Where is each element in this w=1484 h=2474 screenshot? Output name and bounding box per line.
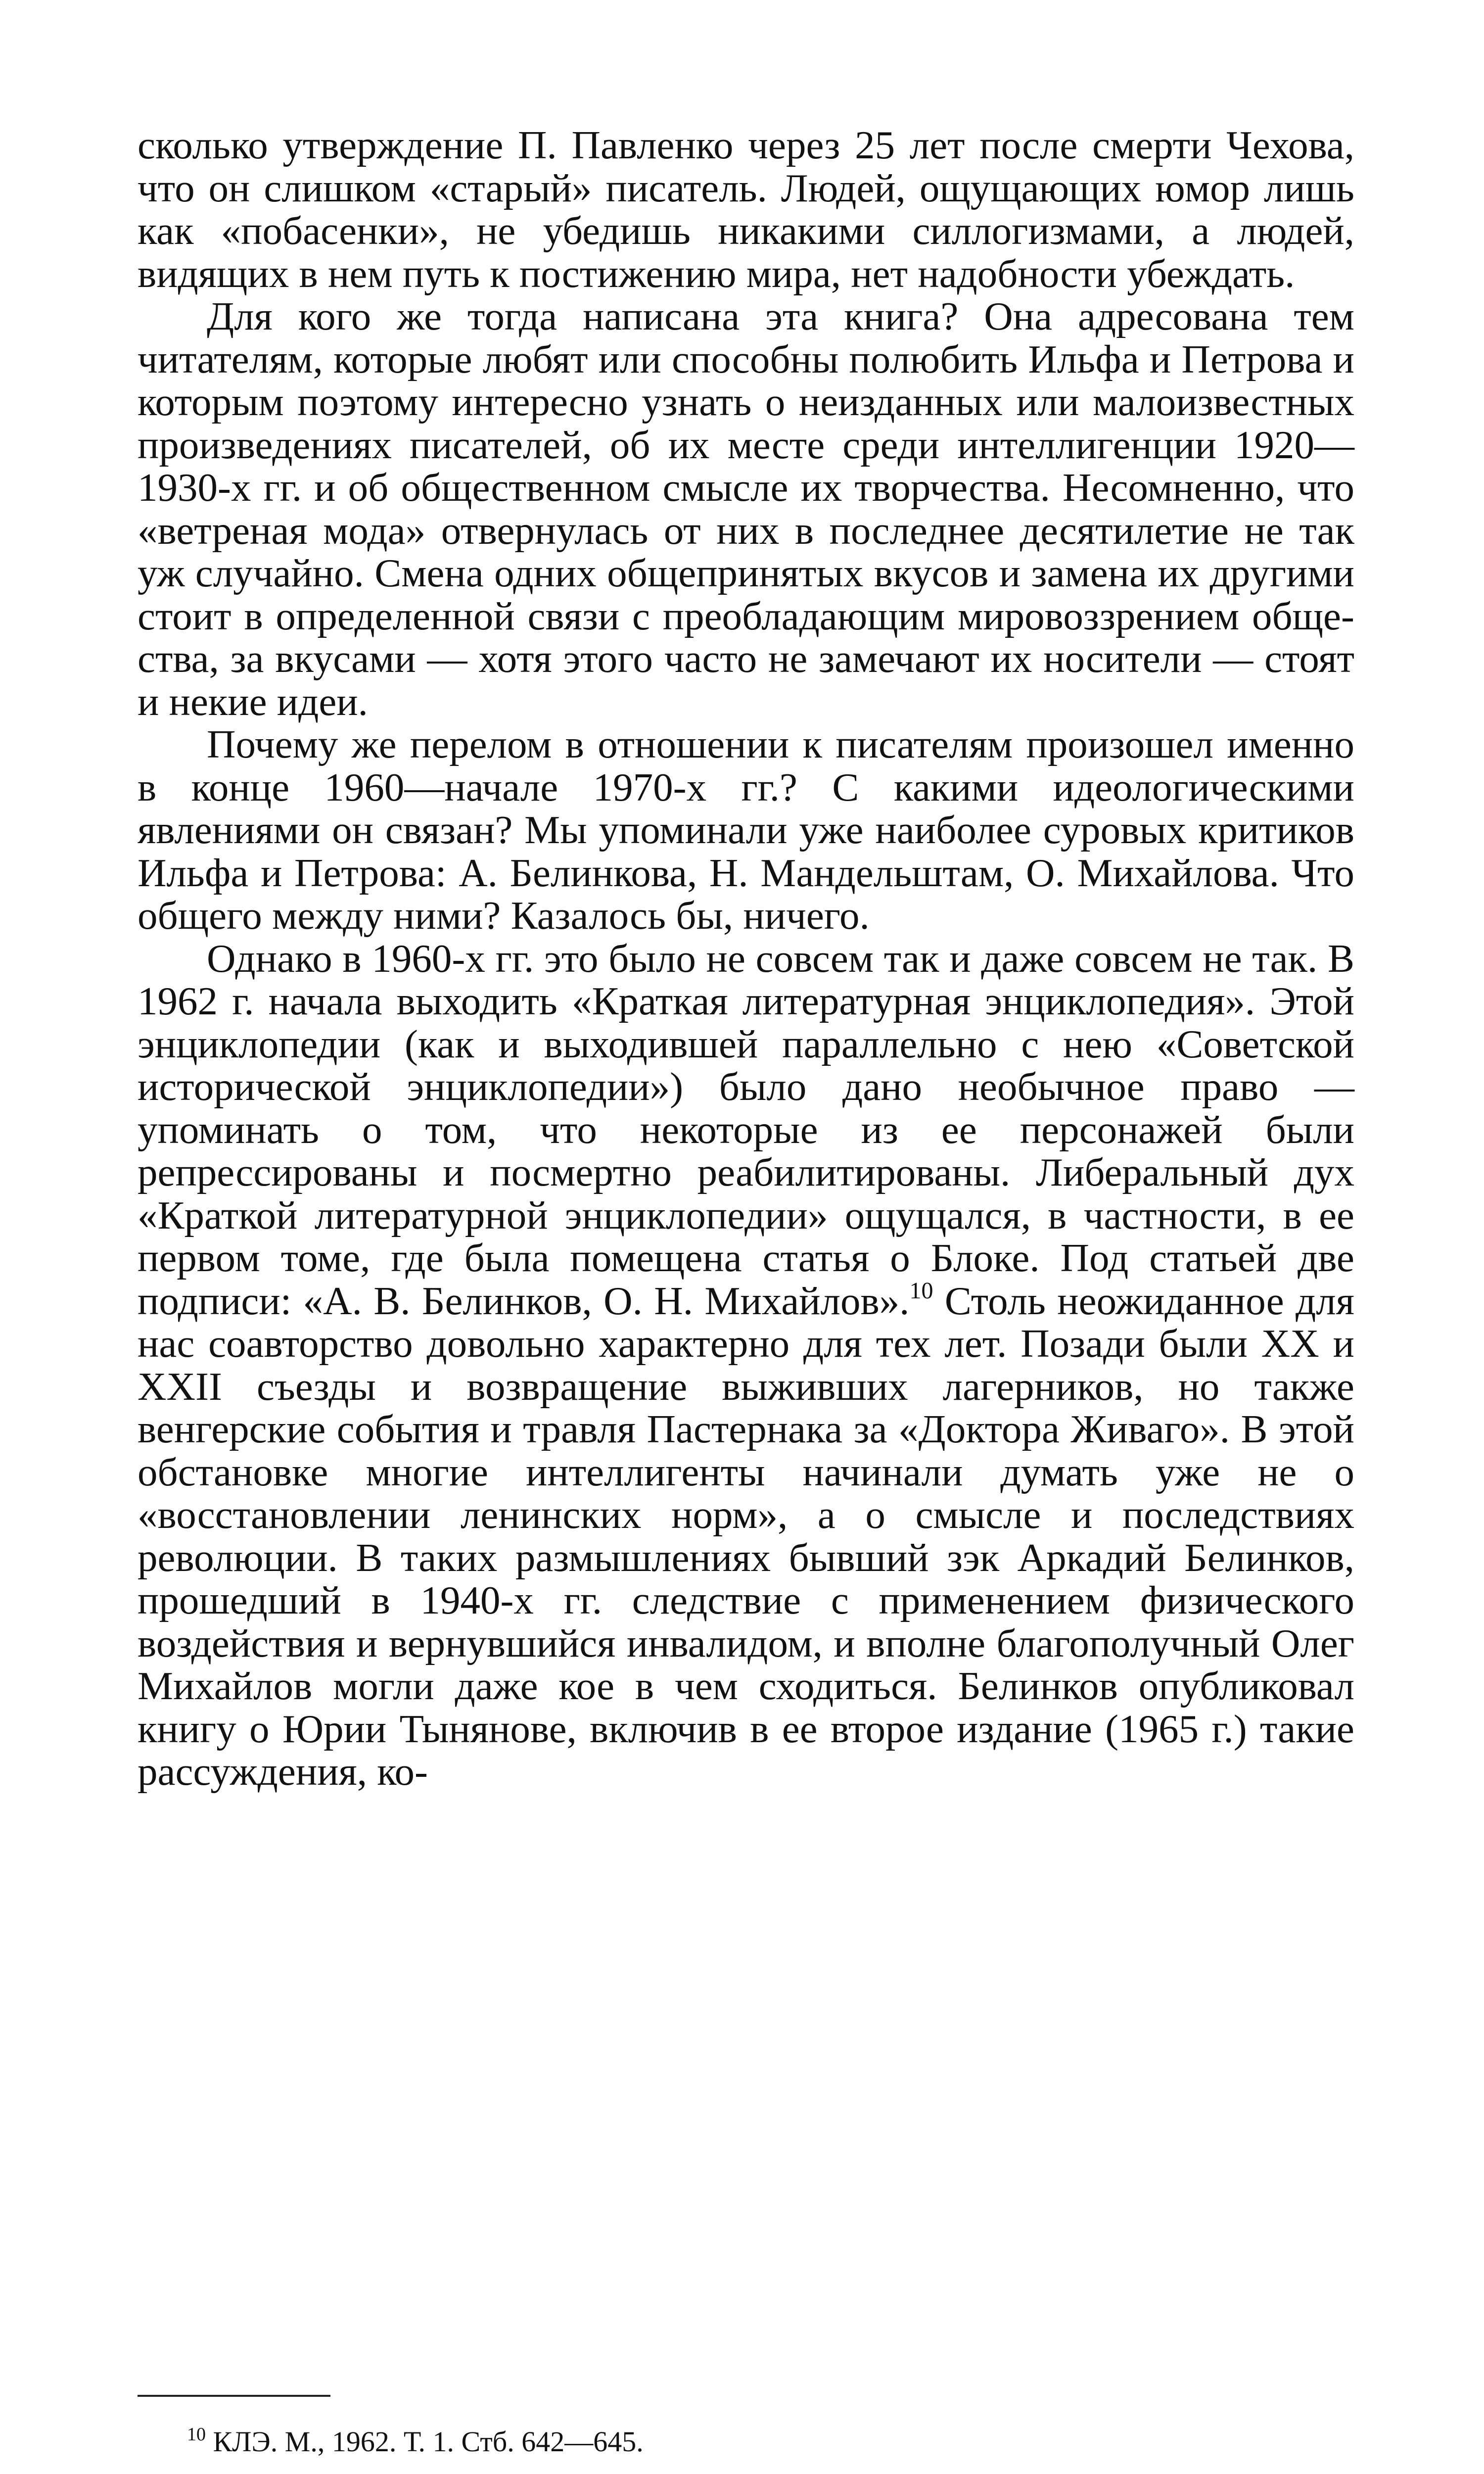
page [138, 124, 1354, 1793]
footnote-reference[interactable]: 10 [909, 1277, 933, 1304]
paragraph-4 [138, 937, 1354, 1793]
paragraph-4-after-ref: Столь неожиданное для нас соавторство довольно характерно для тех лет. Позади были XX и XXII съезды и возвращение выживших лагерников, но также венгерские события и травля Пастернака за «Доктора Живаго». В этой обстановке многие интеллигенты начинали думать уже не о «восстановлении ленинских норм», а о смысле и последствиях революции. В таких размышлениях бывший зэк Аркадий Белинков, прошедший в 1940-х гг. следствие с применением физического воздействия и вернувшийся инвалидом, и вполне благополучный Олег Михайлов могли даже кое в чем сходиться. Белинков опубликовал книгу о Юрии Тынянове, включив в ее второе издание (1965 г.) такие рассуждения, ко- [138, 1278, 1354, 1794]
footnote-text: КЛЭ. М., 1962. Т. 1. Стб. 642—645. [206, 2426, 644, 2458]
paragraph-3: Почему же перелом в отношении к писателям произошел именно в конце 1960—начале 1970-х гг.? С какими идеологическими явлениями он связан? Мы упоминали уже наиболее суровых критиков Ильфа и Петрова: А. Белинкова, Н. Мандельштам, О. Михайлова. Что общего между ними? Казалось бы, ничего. [138, 722, 1354, 938]
footnote [187, 2425, 644, 2459]
paragraph-4-before-ref: Однако в 1960-х гг. это было не совсем так и даже совсем не так. В 1962 г. начала выходить «Краткая литературная энциклопедия». Этой энциклопедии (как и выходившей параллельно с нею «Советской исторической энциклопедии») было дано необычное право — упоминать о том, что некоторые из ее персонажей были репрессированы и посмертно реабилитированы. Либеральный дух «Краткой литературной энциклопедии» ощущался, в частности, в ее первом томе, где была помещена статья о Блоке. Под статьей две подписи: «А. В. Белинков, О. Н. Михайлов». [138, 936, 1354, 1323]
footnote-divider [138, 2395, 330, 2397]
footnote-number: 10 [187, 2424, 206, 2445]
paragraph-2: Для кого же тогда написана эта книга? Она адресована тем читателям, которые любят или способны полюбить Ильфа и Петрова и которым поэтому интересно узнать о неизданных или малоизвестных произведениях писателей, об их месте среди интеллигенции 1920—1930-х гг. и об общественном смысле их творчества. Несомненно, что «ветреная мода» отвернулась от них в последнее десятилетие не так уж случайно. Смена одних общепринятых вкусов и замена их другими стоит в определенной связи с преобладающим мировоззрением общества, за вкусами — хотя этого часто не замечают их носители — стоят и некие идеи. [138, 294, 1354, 724]
main-text [138, 124, 1354, 1793]
paragraph-1: сколько утверждение П. Павленко через 25 лет после смерти Чехова, что он слишком «старый» писатель. Людей, ощущающих юмор лишь как «побасенки», не убедишь никакими силлогизмами, а людей, видящих в нем путь к постижению мира, нет надобности убеждать. [138, 123, 1354, 296]
